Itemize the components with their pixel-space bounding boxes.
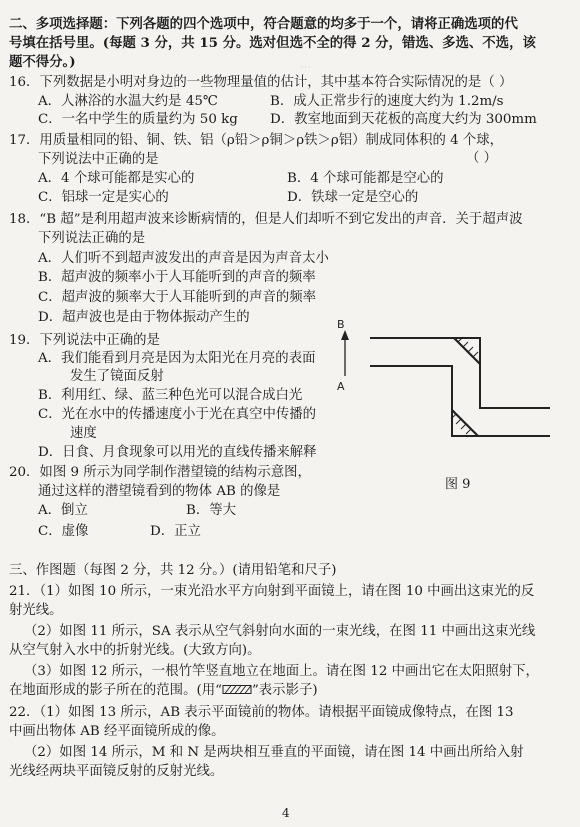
q16-stem: 16．下列数据是小明对身边的一些物理量值的估计，其中基本符合实际情况的是（ ） [9, 75, 513, 90]
q19-option-d: D．日食、月食现象可以用光的直线传播来解释 [38, 445, 317, 460]
q19-option-a-line1: A．我们能看到月亮是因为太阳光在月亮的表面 [38, 351, 316, 366]
q17-option-b: B．4 个球可能都是空心的 [287, 171, 444, 186]
tube-inner-wall [370, 366, 550, 436]
q19-option-b: B．利用红、绿、蓝三种色光可以混合成白光 [38, 388, 303, 403]
figure9-caption: 图 9 [445, 477, 471, 492]
q20-option-c: C．虚像 [38, 524, 89, 539]
q21-part2-line1: （2）如图 11 所示，SA 表示从空气斜射向水面的一束光线，在图 11 中画出这束光线 [24, 624, 536, 639]
q20-option-a: A．倒立 [38, 503, 88, 518]
q18-option-d: D．超声波也是由于物体振动产生的 [38, 310, 250, 325]
section3-title: 三、作图题（每图 2 分，共 12 分。）(请用铅笔和尺子) [9, 563, 337, 578]
bleed-through-text: ⋯ [300, 60, 311, 73]
q20-option-d: D．正立 [150, 524, 201, 539]
q18-option-a: A．人们听不到超声波发出的声音是因为声音太小 [38, 251, 329, 266]
q17-option-d: D．铁球一定是空心的 [287, 190, 419, 205]
q18-option-c: C．超声波的频率大于人耳能听到的声音的频率 [38, 290, 317, 305]
q16-option-c: C．一名中学生的质量约为 50 kg [38, 112, 238, 127]
top-mirror-hatch [458, 337, 478, 357]
bottom-mirror-hatch [451, 414, 471, 434]
q16-option-a: A．人淋浴的水温大约是 45℃ [38, 94, 218, 109]
q21-part3-line2-prefix: 在地面形成的影子所在的范围。(用“ [9, 683, 222, 698]
periscope-diagram [330, 318, 570, 473]
q22-part1-line1: 22．（1）如图 13 所示，AB 表示平面镜前的物体。请根据平面镜成像特点，在图 13 [9, 705, 514, 720]
q17-option-c: C．铝球一定是实心的 [38, 190, 169, 205]
shadow-hatch-icon [222, 684, 252, 695]
q18-option-b: B．超声波的频率小于人耳能听到的声音的频率 [38, 270, 316, 285]
q19-option-a-line2: 发生了镜面反射 [70, 369, 164, 384]
q22-part2-line1: （2）如图 14 所示，M 和 N 是两块相互垂直的平面镜，请在图 14 中画出所给入射 [24, 745, 524, 760]
label-b: B [337, 318, 345, 331]
q19-stem: 19．下列说法中正确的是 [9, 333, 160, 348]
label-a: A [337, 380, 345, 393]
q19-option-c-line1: C．光在水中的传播速度小于光在真空中传播的 [38, 407, 317, 422]
q17-answer-paren: （ ） [466, 151, 498, 166]
q21-part3-line2-suffix: ”表示影子) [251, 683, 318, 698]
q17-option-a: A．4 个球可能都是实心的 [38, 171, 195, 186]
q21-part1-line2: 射光线。 [9, 603, 63, 618]
q16-option-b: B．成人正常步行的速度大约为 1.2m/s [270, 94, 504, 109]
q16-option-d: D．教室地面到天花板的高度大约为 300mm [270, 112, 537, 127]
q20-stem-line1: 20．如图 9 所示为同学制作潜望镜的结构示意图， [9, 465, 311, 480]
tube-outer-wall [370, 338, 550, 408]
q18-stem-line2: 下列说法正确的是 [38, 231, 146, 246]
q21-part3-line1: （3）如图 12 所示，一根竹竿竖直地立在地面上。请在图 12 中画出它在太阳照射下， [24, 664, 539, 679]
q19-option-c-line2: 速度 [70, 426, 97, 441]
q21-part2-line2: 从空气射入水中的折射光线。(大致方向)。 [9, 643, 261, 658]
q17-stem-line1: 17．用质量相同的铅、铜、铁、铝（ρ铅＞ρ铜＞ρ铁＞ρ铝）制成同体积的 4 个球， [9, 133, 504, 148]
object-ab-arrowhead [341, 330, 349, 340]
section2-title-line3: 题不得分。) [9, 54, 76, 70]
q22-part1-line2: 中画出物体 AB 经平面镜所成的像。 [9, 724, 225, 739]
q21-part1-line1: 21．（1）如图 10 所示，一束光沿水平方向射到平面镜上，请在图 10 中画出这束光的反 [9, 584, 535, 599]
section2-title-line2: 号填在括号里。(每题 3 分，共 15 分。选对但选不全的得 2 分，错选、多选、不选，该 [9, 35, 536, 51]
q21-part3-line2 [9, 682, 318, 699]
section2-title-line1: 二、多项选择题：下列各题的四个选项中，符合题意的均多于一个，请将正确选项的代 [9, 16, 518, 32]
q18-stem-line1: 18．“B 超”是利用超声波来诊断病情的，但是人们却听不到它发出的声音．关于超声波 [9, 212, 523, 227]
q20-stem-line2: 通过这样的潜望镜看到的物体 AB 的像是 [38, 484, 281, 499]
page-number: 4 [282, 806, 290, 820]
q17-stem-line2: 下列说法中正确的是 [38, 152, 159, 167]
q22-part2-line2: 光线经两块平面镜反射的反射光线。 [9, 764, 224, 779]
q20-option-b: B．等大 [186, 503, 237, 518]
